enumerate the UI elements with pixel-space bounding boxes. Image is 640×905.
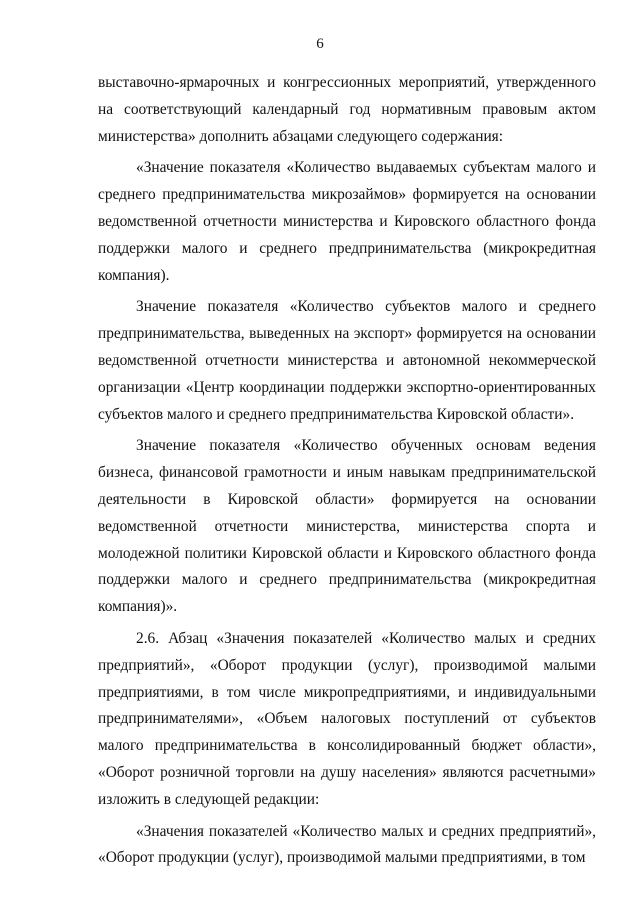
paragraph-export: Значение показателя «Количество субъектов малого и среднего предпринимательства, выведенных на экспорт» формируется на основании ведомственной отчетности министерства и автономной некоммерческой организации «Центр координации поддержки экспортно-ориентированных субъектов малого и среднего предпринимательства Кировской области». xyxy=(98,298,596,423)
paragraph-clause-2-6: 2.6. Абзац «Значения показателей «Количество малых и средних предприятий», «Оборот продукции (услуг), производимой малыми предприятиями, в том числе микропредприятиями, и индивидуальными предпринимателями», «Объем налоговых поступлений от субъектов малого предпринимательства в консолидированный бюджет области», «Оборот розничной торговли на душу населения» являются расчетными» изложить в следующей редакции: xyxy=(98,629,596,808)
paragraph-continuation: выставочно-ярмарочных и конгрессионных мероприятий, утвержденного на соответствующий календарный год нормативным правовым актом министерства» дополнить абзацами следующего содержания: xyxy=(98,74,596,145)
paragraph-microloans: «Значение показателя «Количество выдаваемых субъектам малого и среднего предпринимательства микрозаймов» формируется на основании ведомственной отчетности министерства и Кировского областного фонда поддержки малого и среднего предпринимательства (микрокредитная компания). xyxy=(98,159,596,284)
paragraph-training: Значение показателя «Количество обученных основам ведения бизнеса, финансовой грамотности и иным навыкам предпринимательской деятельности в Кировской области» формируется на основании ведомственной отчетности министерства, министерства спорта и молодежной политики Кировской области и Кировского областного фонда поддержки малого и среднего предпринимательства (микрокредитная компания)». xyxy=(98,437,596,616)
page-number: 6 xyxy=(316,36,324,52)
paragraph-new-wording: «Значения показателей «Количество малых и средних предприятий», «Оборот продукции (услуг), производимой малыми предприятиями, в том xyxy=(98,822,596,867)
document-body xyxy=(98,70,596,872)
